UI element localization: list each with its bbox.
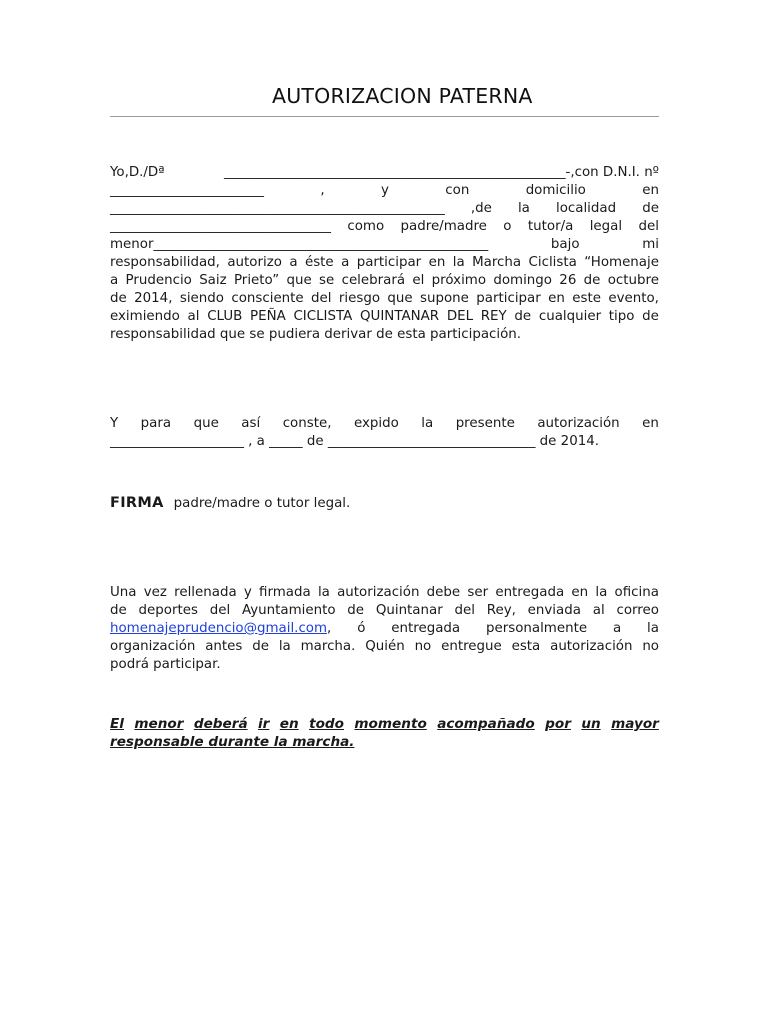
p1-line-2 <box>110 182 659 200</box>
p3-word: ó <box>357 621 366 636</box>
p2-word: para <box>140 416 172 431</box>
p1-word: con <box>445 183 470 198</box>
word: participar <box>476 291 541 306</box>
word: DEL <box>446 309 474 324</box>
word: de <box>514 309 532 324</box>
word: CICLISTA <box>293 309 353 324</box>
p1-word: como <box>347 219 385 234</box>
p3-line-4 <box>110 638 659 656</box>
p1-word: en <box>642 183 659 198</box>
p1-line-8 <box>110 290 659 308</box>
word: de <box>110 603 127 618</box>
word: ser <box>467 585 489 600</box>
p3-line-5 <box>110 656 659 674</box>
word: la <box>317 585 330 600</box>
p1-line-3 <box>110 200 659 218</box>
word: autorización <box>337 585 420 600</box>
locality-blank: _________________________________ <box>110 219 331 234</box>
p3-line-1 <box>110 584 659 602</box>
word: PEÑA <box>250 309 286 324</box>
word: Prudencio <box>125 273 192 288</box>
word: deportes <box>138 603 198 618</box>
word: del <box>311 291 332 306</box>
p1-word: bajo <box>550 237 580 252</box>
p2-word: la <box>421 416 434 431</box>
p1-line-10 <box>110 326 659 344</box>
word: responsabilidad, <box>110 255 220 270</box>
p2-word: en <box>642 416 659 431</box>
p1-word: o <box>503 219 512 234</box>
word: Ciclista <box>528 255 577 270</box>
word: riesgo <box>338 291 381 306</box>
word: este <box>572 291 601 306</box>
word: en <box>548 291 565 306</box>
word: que <box>387 291 413 306</box>
word: octubre <box>607 273 659 288</box>
p3-text: podrá participar. <box>110 657 221 672</box>
document-title: AUTORIZACION PATERNA <box>272 84 533 108</box>
p3-line-2 <box>110 602 659 620</box>
word: en <box>428 255 446 270</box>
word: cualquier <box>538 309 602 324</box>
p1-line-1 <box>110 164 659 182</box>
p1-word: ,de <box>470 201 492 216</box>
word: que <box>286 273 312 288</box>
p3-word: la <box>647 621 659 636</box>
word: REY <box>480 309 507 324</box>
word: Saiz <box>199 273 227 288</box>
word: en <box>571 585 589 600</box>
word: a <box>341 255 350 270</box>
word: organización <box>110 639 196 654</box>
word: no <box>642 639 659 654</box>
word: participar <box>356 255 422 270</box>
delivery-instructions-paragraph <box>110 584 659 674</box>
word: deberá <box>193 716 248 732</box>
word: de <box>583 273 601 288</box>
warning-text: responsable durante la marcha. <box>110 734 355 750</box>
word: antes <box>205 639 243 654</box>
signature-line <box>110 494 659 512</box>
p1-word: padre/madre <box>400 219 487 234</box>
word: mayor <box>611 716 659 732</box>
word: correo <box>616 603 659 618</box>
word: CLUB <box>207 309 243 324</box>
word: el <box>412 273 425 288</box>
word: la <box>278 639 291 654</box>
name-blank: ___________________________________________________-,con D.N.I. nº <box>224 165 659 180</box>
word: esta <box>511 639 541 654</box>
signature-row <box>110 494 659 512</box>
p1-word: de <box>642 201 659 216</box>
word: Quintanar <box>375 603 443 618</box>
word: debe <box>426 585 461 600</box>
word: la <box>452 255 465 270</box>
word: a <box>289 255 298 270</box>
word: entregada <box>495 585 565 600</box>
word: un <box>581 716 601 732</box>
word: a <box>110 273 119 288</box>
p1-word: tutor/a <box>527 219 574 234</box>
word: al <box>187 309 200 324</box>
word: de <box>642 309 659 324</box>
p1-text: responsabilidad que se pudiera derivar de esta participación. <box>110 327 522 342</box>
word: firmada <box>259 585 311 600</box>
p1-line-9 <box>110 308 659 326</box>
p2-word: Y <box>110 416 119 431</box>
word: y <box>243 585 252 600</box>
word: eximiendo <box>110 309 180 324</box>
word: Rey, <box>486 603 516 618</box>
word: por <box>545 716 571 732</box>
word: al <box>592 603 605 618</box>
word: no <box>414 639 432 654</box>
word: domingo <box>493 273 552 288</box>
word: de <box>110 291 127 306</box>
p2-line-2 <box>110 433 659 451</box>
email-link[interactable]: homenajeprudencio@gmail.com <box>110 621 328 636</box>
p3-line-3 <box>110 620 659 638</box>
p1-word: y <box>380 183 389 198</box>
p1-word: del <box>638 219 659 234</box>
p2-word: que <box>193 416 219 431</box>
word: rellenada <box>174 585 237 600</box>
word: 2014, <box>134 291 173 306</box>
word: éste <box>304 255 334 270</box>
word: del <box>209 603 231 618</box>
word: QUINTANAR <box>360 309 440 324</box>
issuance-paragraph <box>110 415 659 451</box>
warning-line-1 <box>110 715 659 733</box>
word: evento, <box>608 291 659 306</box>
word: Prieto” <box>233 273 280 288</box>
word: marcha. <box>300 639 356 654</box>
word: “Homenaje <box>584 255 659 270</box>
word: se <box>319 273 335 288</box>
p2-line-1 <box>110 415 659 433</box>
p2-word: presente <box>455 416 515 431</box>
p1-word: , <box>320 183 325 198</box>
word: autorización <box>550 639 633 654</box>
word: del <box>454 603 475 618</box>
p1-word: Yo,D./Dª <box>110 165 165 180</box>
p1-line-5 <box>110 236 659 254</box>
p2-word: autorización <box>537 416 620 431</box>
word: 26 <box>559 273 577 288</box>
word: supone <box>420 291 469 306</box>
word: Quién <box>365 639 405 654</box>
p3-word: entregada <box>391 621 461 636</box>
word: celebrará <box>341 273 406 288</box>
word: Marcha <box>472 255 522 270</box>
word: todo <box>309 716 344 732</box>
p1-word: legal <box>589 219 623 234</box>
p2-word: así <box>241 416 261 431</box>
word: enviada <box>527 603 581 618</box>
word: próximo <box>431 273 487 288</box>
p2-word: expido <box>353 416 399 431</box>
word: entregue <box>441 639 502 654</box>
word: Una <box>110 585 137 600</box>
address-blank: __________________________________________________ <box>110 201 445 216</box>
warning-line-2 <box>110 733 659 751</box>
word: de <box>252 639 269 654</box>
dni-blank: _______________________ <box>110 183 264 198</box>
word: oficina <box>614 585 659 600</box>
word: ir <box>258 716 270 732</box>
word: autorizo <box>227 255 282 270</box>
signature-description: padre/madre o tutor legal. <box>173 496 351 511</box>
word: Ayuntamiento <box>241 603 336 618</box>
p2-word: conste, <box>282 416 332 431</box>
authorization-paragraph <box>110 164 659 344</box>
p3-word: personalmente <box>485 621 588 636</box>
place-date-blanks: ____________________ , a _____ de _______________________________ de 2014. <box>110 434 600 449</box>
signature-label: FIRMA <box>110 495 164 511</box>
p3-word: a <box>612 621 622 636</box>
word: siendo <box>179 291 224 306</box>
word: menor <box>134 716 184 732</box>
title-divider <box>110 116 659 117</box>
word: tipo <box>608 309 635 324</box>
word: El <box>110 716 124 732</box>
p1-line-7 <box>110 272 659 290</box>
word: en <box>279 716 299 732</box>
word: momento <box>354 716 427 732</box>
p1-word: domicilio <box>525 183 586 198</box>
word: de <box>347 603 365 618</box>
p1-line-6 <box>110 254 659 272</box>
word: consciente <box>231 291 304 306</box>
minor-name-blank: menor__________________________________________________ <box>110 237 489 252</box>
p1-line-4 <box>110 218 659 236</box>
word: la <box>595 585 608 600</box>
p1-word: localidad <box>555 201 617 216</box>
word: acompañado <box>437 716 535 732</box>
word: vez <box>143 585 167 600</box>
supervision-warning <box>110 715 659 751</box>
p1-word: la <box>517 201 530 216</box>
email-with-comma: homenajeprudencio@gmail.com, <box>110 621 332 636</box>
p1-word: mi <box>642 237 659 252</box>
